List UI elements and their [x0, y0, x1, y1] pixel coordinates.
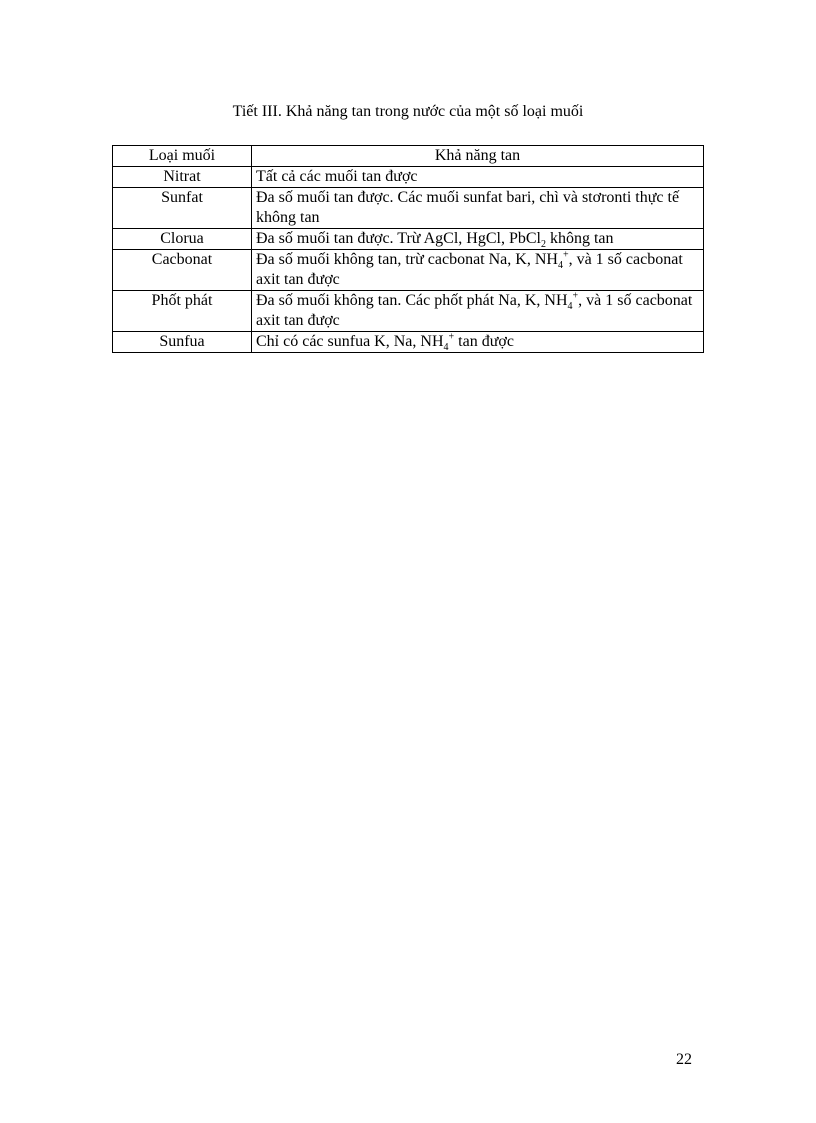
table-header-row [113, 146, 704, 167]
solubility-text: Đa số muối tan được. Các muối sunfat bari, chì và stơronti thực tế không tan [256, 189, 680, 226]
solubility-text-cont: không tan [545, 230, 614, 247]
salt-name-cell: Clorua [113, 229, 252, 250]
header-solubility: Khả năng tan [252, 146, 704, 167]
solubility-cell [252, 188, 704, 229]
section-title: Tiết III. Khả năng tan trong nước của một số loại muối [232, 103, 584, 120]
solubility-cell [252, 229, 704, 250]
superscript: + [572, 290, 579, 302]
subscript: 2 [540, 239, 546, 251]
subscript: 4 [557, 260, 563, 272]
salt-name-cell: Sunfua [113, 332, 252, 353]
solubility-text: Chỉ có các sunfua K, Na, NH [256, 333, 444, 350]
table-row [113, 291, 704, 332]
salt-name-cell: Phốt phát [113, 291, 252, 332]
solubility-text: Đa số muối không tan, trừ cacbonat Na, K, NH [256, 251, 558, 268]
solubility-text: Đa số muối tan được. Trừ AgCl, HgCl, PbCl [256, 230, 541, 247]
table-row [113, 188, 704, 229]
header-salt-type: Loại muối [113, 146, 252, 167]
solubility-cell [252, 167, 704, 188]
table-row [113, 332, 704, 353]
table-row [113, 167, 704, 188]
page-number: 22 [676, 1051, 692, 1068]
solubility-text-cont: tan được [454, 333, 514, 350]
subscript: 4 [443, 342, 449, 354]
solubility-text: Đa số muối không tan. Các phốt phát Na, K, NH [256, 292, 568, 309]
subscript: 4 [567, 301, 573, 313]
salt-name-cell: Cacbonat [113, 250, 252, 291]
salt-name-cell: Sunfat [113, 188, 252, 229]
solubility-cell [252, 250, 704, 291]
solubility-table [112, 145, 704, 353]
table-row [113, 250, 704, 291]
superscript: + [562, 249, 569, 261]
solubility-text-cont: , và 1 số cacbonat axit tan được [256, 251, 683, 288]
solubility-cell [252, 332, 704, 353]
solubility-cell [252, 291, 704, 332]
solubility-text-cont: , và 1 số cacbonat axit tan được [256, 292, 693, 329]
superscript: + [448, 331, 455, 343]
solubility-text: Tất cả các muối tan được [256, 168, 418, 185]
salt-name-cell: Nitrat [113, 167, 252, 188]
table-row [113, 229, 704, 250]
